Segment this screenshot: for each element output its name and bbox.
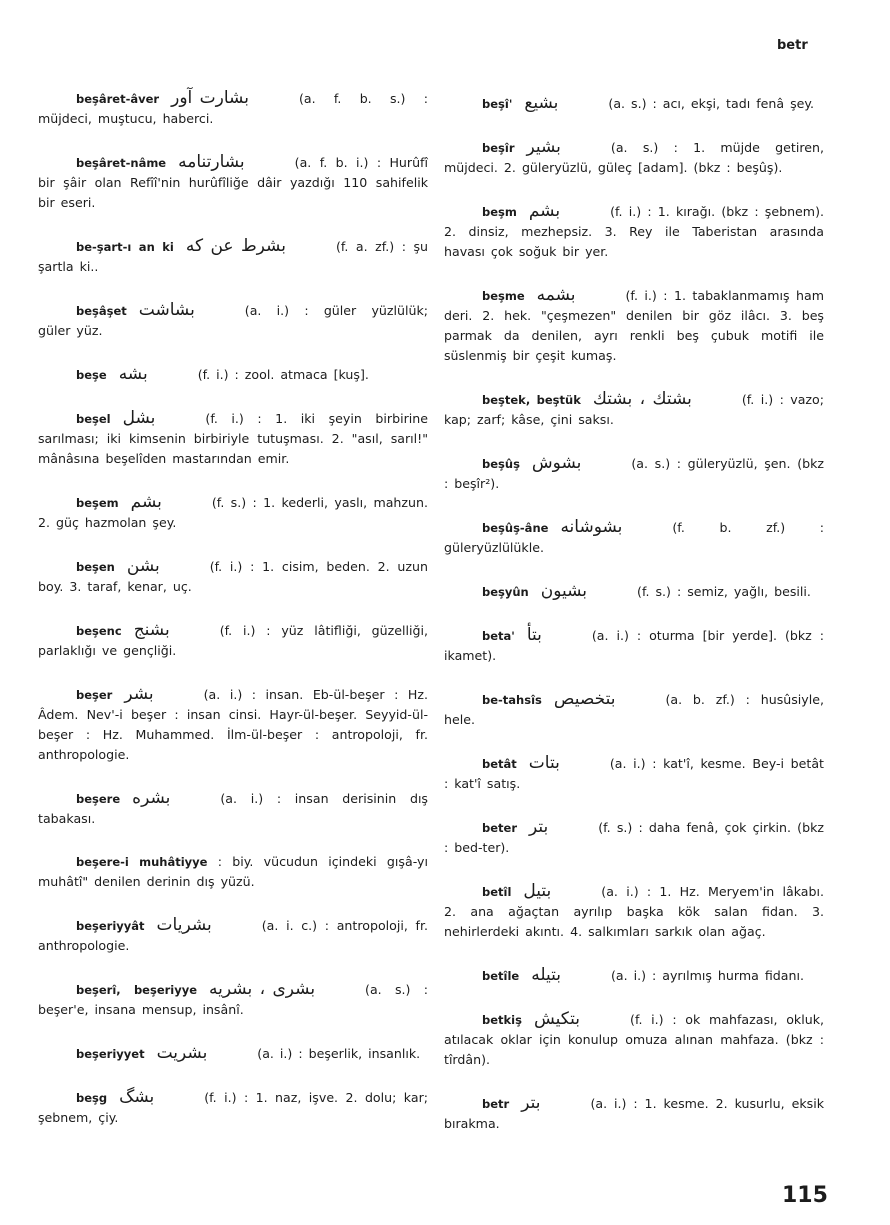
dictionary-entry xyxy=(38,236,428,277)
definition: (a. i.) : insan. Eb-ül-beşer : Hz. Âdem. Nev'-i beşer : insan cinsi. Hayr-ül-beşer. Seyyid-ül-beşer : Hz. Muhammed. İlm-ül-beşer : antropoloji, fr. anthropologie. xyxy=(38,687,428,762)
headword: beştek, beştük xyxy=(482,393,581,407)
dictionary-entry xyxy=(38,915,428,956)
definition: (f. i.) : 1. cisim, beden. 2. uzun boy. 3. taraf, kenar, uç. xyxy=(38,559,428,594)
dictionary-entry xyxy=(38,152,428,213)
headword: beşeriyyât xyxy=(76,919,145,933)
dictionary-entry xyxy=(38,1087,428,1128)
ottoman-script: بشارتنامه xyxy=(178,152,245,172)
ottoman-script: بتكيش xyxy=(533,1009,581,1029)
definition: (a. i.) : beşerlik, insanlık. xyxy=(257,1046,421,1061)
definition: (f. i.) : 1. tabaklanmamış ham deri. 2. hek. "çeşmezen" denilen bir göz ilâcı. 3. beş parmak da denilen, ayrı renkli beş çubuk motifi ile süslenmiş bir çeşit kumaş. xyxy=(444,288,824,363)
definition: (f. i.) : ok mahfazası, okluk, atılacak oklar için konulup omuza alınan mahfaza. (bkz : tîrdân). xyxy=(444,1012,824,1067)
ottoman-script: بشنج xyxy=(133,620,170,640)
definition: (a. s.) : beşer'e, insana mensup, insânî. xyxy=(38,982,428,1017)
definition: (f. b. zf.) : güleryüzlülükle. xyxy=(444,520,824,555)
definition: (a. f. b. s.) : müjdeci, muştucu, haberci. xyxy=(38,91,428,126)
definition: (a. i.) : oturma [bir yerde]. (bkz : ikamet). xyxy=(444,628,824,663)
ottoman-script: بشتك ، بشتك xyxy=(592,389,692,409)
definition: (a. i. c.) : antropoloji, fr. anthropologie. xyxy=(38,918,428,953)
headword: beşâret-nâme xyxy=(76,156,167,170)
definition: : biy. vücudun içindeki gışâ-yı muhâtî" denilen derinin dış yüzü. xyxy=(38,854,428,889)
ottoman-script: بتخصيص xyxy=(553,689,616,709)
headword: beta' xyxy=(482,629,515,643)
ottoman-script: بتأ xyxy=(526,625,542,645)
headword: beşere-i muhâtiyye xyxy=(76,855,208,869)
headword: be-tahsîs xyxy=(482,693,542,707)
definition: (f. s.) : semiz, yağlı, besili. xyxy=(637,584,811,599)
ottoman-script: بشيون xyxy=(540,581,588,601)
headword: beşeriyyet xyxy=(76,1047,145,1061)
dictionary-entry xyxy=(444,689,824,730)
definition: (f. s.) : 1. kederli, yaslı, mahzun. 2. güç hazmolan şey. xyxy=(38,495,428,530)
headword: betîl xyxy=(482,885,512,899)
dictionary-entry xyxy=(444,817,824,858)
headword: beşîr xyxy=(482,141,515,155)
ottoman-script: بشل xyxy=(122,408,156,428)
definition: (f. i.) : 1. naz, işve. 2. dolu; kar; şebnem, çiy. xyxy=(38,1090,428,1125)
dictionary-entry xyxy=(38,1043,428,1064)
dictionary-entry xyxy=(444,625,824,666)
headword: beşere xyxy=(76,792,121,806)
dictionary-entry xyxy=(444,137,824,178)
dictionary-entry xyxy=(38,364,428,385)
definition: (a. s.) : güleryüzlü, şen. (bkz : beşîr²). xyxy=(444,456,824,491)
headword: beşerî, beşeriyye xyxy=(76,983,198,997)
dictionary-entry xyxy=(38,492,428,533)
dictionary-entry xyxy=(444,581,824,602)
ottoman-script: بتيله xyxy=(531,965,561,985)
definition: (f. i.) : zool. atmaca [kuş]. xyxy=(197,367,369,382)
definition: (f. i.) : vazo; kap; zarf; kâse, çini saksı. xyxy=(444,392,824,427)
dictionary-entry xyxy=(444,93,824,114)
headword: beşûş-âne xyxy=(482,521,549,535)
headword: beşyûn xyxy=(482,585,529,599)
ottoman-script: بشره xyxy=(132,788,171,808)
dictionary-entry xyxy=(38,300,428,341)
dictionary-entry xyxy=(38,620,428,661)
headword: betkiş xyxy=(482,1013,522,1027)
ottoman-script: بشم xyxy=(130,492,162,512)
headword: beşenc xyxy=(76,624,122,638)
definition: (a. s.) : 1. müjde getiren, müjdeci. 2. güleryüzlü, güleç [adam]. (bkz : beşûş). xyxy=(444,140,824,175)
headword: beşen xyxy=(76,560,115,574)
definition: (f. i.) : 1. kırağı. (bkz : şebnem). 2. dinsiz, mezhepsiz. 3. Rey ile Taberistan arasında havası çok soğuk bir yer. xyxy=(444,204,824,259)
definition: (a. i.) : güler yüzlülük; güler yüz. xyxy=(38,303,428,338)
ottoman-script: بشير xyxy=(526,137,561,157)
definition: (f. a. zf.) : şu şartla ki.. xyxy=(38,239,428,274)
ottoman-script: بتر xyxy=(529,817,549,837)
ottoman-script: بتات xyxy=(528,753,560,773)
ottoman-script: بشمه xyxy=(536,285,576,305)
ottoman-script: بشيع xyxy=(524,93,559,113)
definition: (a. i.) : ayrılmış hurma fidanı. xyxy=(610,968,804,983)
headword: beşâşet xyxy=(76,304,127,318)
definition: (f. i.) : 1. iki şeyin birbirine sarılması; iki kimsenin birbiriyle tutuşması. 2. "asıl, sarıl!" mânâsına beşelîden mastarından emir. xyxy=(38,411,428,466)
ottoman-script: بتر xyxy=(521,1093,541,1113)
dictionary-entry xyxy=(444,453,824,494)
ottoman-script: بشگ xyxy=(119,1087,155,1107)
ottoman-script: بتيل xyxy=(523,881,552,901)
ottoman-script: بشوشانه xyxy=(560,517,623,537)
definition: (a. i.) : 1. Hz. Meryem'in lâkabı. 2. ana ağaçtan ayrılıp başka kök salan fidan. 3. nehirlerdeki akıntı. 4. salkımları sarkık olan ağaç. xyxy=(444,884,824,939)
definition: (f. s.) : daha fenâ, çok çirkin. (bkz : bed-ter). xyxy=(444,820,824,855)
headword: beşe xyxy=(76,368,107,382)
ottoman-script: بشوش xyxy=(531,453,582,473)
headword: beter xyxy=(482,821,517,835)
dictionary-entry xyxy=(444,1093,824,1134)
dictionary-entry xyxy=(444,881,824,942)
headword: beşem xyxy=(76,496,119,510)
headword: beşâret-âver xyxy=(76,92,160,106)
ottoman-script: بشاشت xyxy=(138,300,195,320)
dictionary-entry xyxy=(444,285,824,366)
dictionary-entry xyxy=(38,979,428,1020)
dictionary-entry xyxy=(38,684,428,765)
ottoman-script: بشر xyxy=(124,684,154,704)
right-column xyxy=(444,93,824,1134)
headword: beşûş xyxy=(482,457,520,471)
definition: (a. s.) : acı, ekşi, tadı fenâ şey. xyxy=(608,96,815,111)
ottoman-script: بشارت آور xyxy=(171,88,249,108)
headword: beşel xyxy=(76,412,111,426)
page-number: 115 xyxy=(782,1183,828,1208)
dictionary-entry xyxy=(38,88,428,129)
dictionary-entry xyxy=(444,389,824,430)
ottoman-script: بشرط عن كه xyxy=(185,236,286,256)
definition: (a. b. zf.) : husûsiyle, hele. xyxy=(444,692,824,727)
left-column xyxy=(38,88,428,1128)
running-head: betr xyxy=(777,38,808,53)
headword: beşer xyxy=(76,688,113,702)
definition: (a. i.) : kat'î, kesme. Bey-i betât : kat'î satış. xyxy=(444,756,824,791)
dictionary-entry xyxy=(444,965,824,986)
dictionary-entry xyxy=(38,408,428,469)
headword: beşme xyxy=(482,289,525,303)
ottoman-script: بشرى ، بشريه xyxy=(209,979,316,999)
definition: (f. i.) : yüz lâtifliği, güzelliği, parlaklığı ve gençliği. xyxy=(38,623,428,658)
dictionary-entry xyxy=(444,201,824,262)
dictionary-entry xyxy=(38,788,428,829)
headword: betât xyxy=(482,757,517,771)
definition: (a. f. b. i.) : Hurûfî bir şâir olan Refîî'nin hurûfîliğe dâir yazdığı 110 sahifelik bir eseri. xyxy=(38,155,428,210)
ottoman-script: بشريت xyxy=(156,1043,208,1063)
headword: be-şart-ı an ki xyxy=(76,240,174,254)
headword: betr xyxy=(482,1097,510,1111)
dictionary-entry xyxy=(38,852,428,892)
headword: betîle xyxy=(482,969,520,983)
ottoman-script: بشم xyxy=(528,201,561,221)
ottoman-script: بشريات xyxy=(156,915,212,935)
ottoman-script: بشه xyxy=(118,364,148,384)
dictionary-entry xyxy=(444,517,824,558)
definition: (a. i.) : 1. kesme. 2. kusurlu, eksik bırakma. xyxy=(444,1096,824,1131)
headword: beşî' xyxy=(482,97,513,111)
dictionary-entry xyxy=(38,556,428,597)
ottoman-script: بشن xyxy=(126,556,160,576)
definition: (a. i.) : insan derisinin dış tabakası. xyxy=(38,791,428,826)
headword: beşm xyxy=(482,205,517,219)
headword: beşg xyxy=(76,1091,108,1105)
dictionary-entry xyxy=(444,753,824,794)
dictionary-entry xyxy=(444,1009,824,1070)
